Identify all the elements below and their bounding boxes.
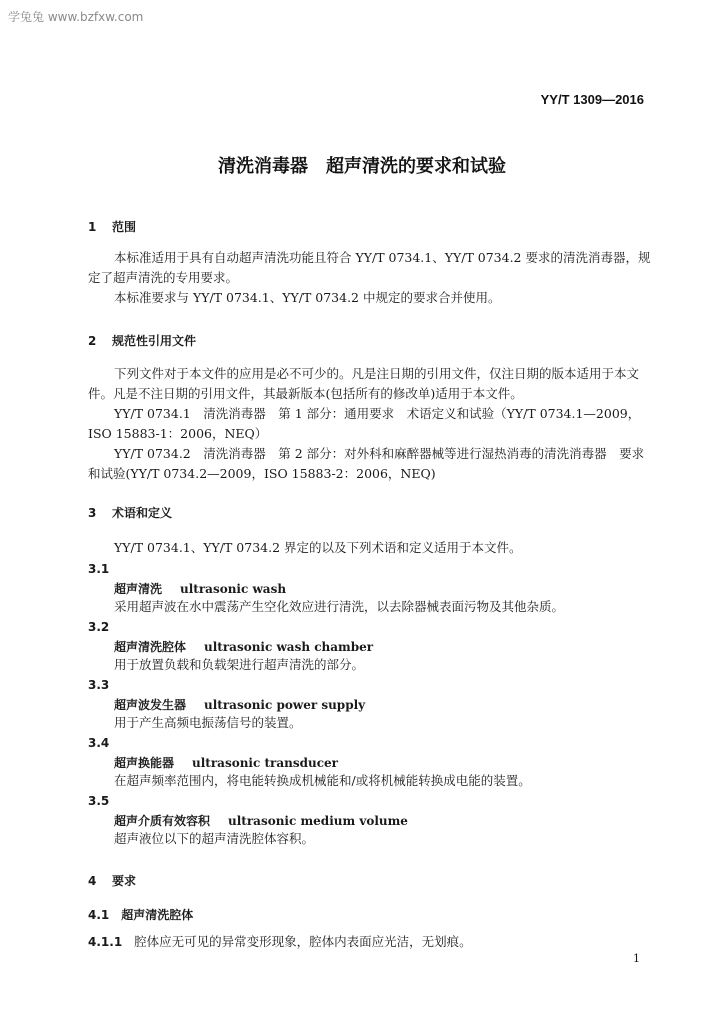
term-heading xyxy=(114,754,338,771)
section-title: 范围 xyxy=(112,220,137,234)
term-zh: 超声换能器 xyxy=(114,756,175,770)
term-heading xyxy=(114,696,365,713)
term-en: ultrasonic power supply xyxy=(204,698,366,712)
subsection-number: 4.1 xyxy=(88,908,110,922)
section-4-heading xyxy=(88,872,136,889)
term-zh: 超声介质有效容积 xyxy=(114,814,211,828)
paragraph: 定了超声清洗的专用要求。 xyxy=(88,270,239,285)
section-3-heading xyxy=(88,504,172,521)
term-number: 3.4 xyxy=(88,736,110,750)
term-heading xyxy=(114,638,373,655)
section-1-heading xyxy=(88,218,136,235)
clause-text: 腔体应无可见的异常变形现象，腔体内表面应光洁，无划痕。 xyxy=(134,934,472,949)
subsection-4-1-heading xyxy=(88,906,193,923)
section-number: 3 xyxy=(88,506,97,520)
clause-number: 4.1.1 xyxy=(88,935,123,949)
paragraph: 本标准适用于具有自动超声清洗功能且符合 YY/T 0734.1、YY/T 0734.2 要求的清洗消毒器，规 xyxy=(114,250,651,265)
term-number: 3.5 xyxy=(88,794,110,808)
term-definition: 采用超声波在水中震荡产生空化效应进行清洗，以去除器械表面污物及其他杂质。 xyxy=(114,599,565,614)
term-heading xyxy=(114,812,408,829)
normative-reference: YY/T 0734.1 清洗消毒器 第 1 部分：通用要求 术语定义和试验（YY/T 0734.1—2009， xyxy=(114,406,641,421)
paragraph: YY/T 0734.1、YY/T 0734.2 界定的以及下列术语和定义适用于本文件。 xyxy=(114,540,522,555)
term-zh: 超声清洗腔体 xyxy=(114,640,187,654)
section-2-heading xyxy=(88,332,196,349)
section-number: 4 xyxy=(88,874,97,888)
term-definition: 用于放置负载和负载架进行超声清洗的部分。 xyxy=(114,657,365,672)
section-number: 1 xyxy=(88,220,97,234)
term-en: ultrasonic medium volume xyxy=(228,814,408,828)
clause-4-1-1 xyxy=(88,932,472,952)
term-definition: 用于产生高频电振荡信号的装置。 xyxy=(114,715,302,730)
term-en: ultrasonic wash xyxy=(180,582,287,596)
section-number: 2 xyxy=(88,334,97,348)
paragraph: 件。凡是不注日期的引用文件，其最新版本(包括所有的修改单)适用于本文件。 xyxy=(88,386,523,401)
normative-reference: YY/T 0734.2 清洗消毒器 第 2 部分：对外科和麻醉器械等进行湿热消毒的清洗消毒器 要求 xyxy=(114,446,645,461)
term-number: 3.2 xyxy=(88,620,110,634)
term-definition: 在超声频率范围内，将电能转换成机械能和/或将机械能转换成电能的装置。 xyxy=(114,773,531,788)
term-zh: 超声波发生器 xyxy=(114,698,187,712)
watermark: 学兔兔 www.bzfxw.com xyxy=(8,10,144,24)
normative-reference: ISO 15883-1：2006，NEQ） xyxy=(88,426,268,441)
paragraph: 下列文件对于本文件的应用是必不可少的。凡是注日期的引用文件，仅注日期的版本适用于本文 xyxy=(114,366,640,381)
standard-number: YY/T 1309—2016 xyxy=(540,92,644,107)
term-number: 3.3 xyxy=(88,678,110,692)
term-zh: 超声清洗 xyxy=(114,582,163,596)
page-number: 1 xyxy=(633,952,640,965)
normative-reference: 和试验(YY/T 0734.2—2009，ISO 15883-2：2006，NEQ) xyxy=(88,466,436,481)
term-en: ultrasonic wash chamber xyxy=(204,640,374,654)
term-number: 3.1 xyxy=(88,562,110,576)
term-definition: 超声液位以下的超声清洗腔体容积。 xyxy=(114,831,315,846)
document-title: 清洗消毒器 超声清洗的要求和试验 xyxy=(218,156,506,177)
section-title: 要求 xyxy=(112,874,137,888)
term-en: ultrasonic transducer xyxy=(192,756,338,770)
section-title: 规范性引用文件 xyxy=(112,334,197,348)
paragraph: 本标准要求与 YY/T 0734.1、YY/T 0734.2 中规定的要求合并使用。 xyxy=(114,290,501,305)
subsection-title: 超声清洗腔体 xyxy=(121,908,194,922)
term-heading xyxy=(114,580,286,597)
section-title: 术语和定义 xyxy=(112,506,173,520)
